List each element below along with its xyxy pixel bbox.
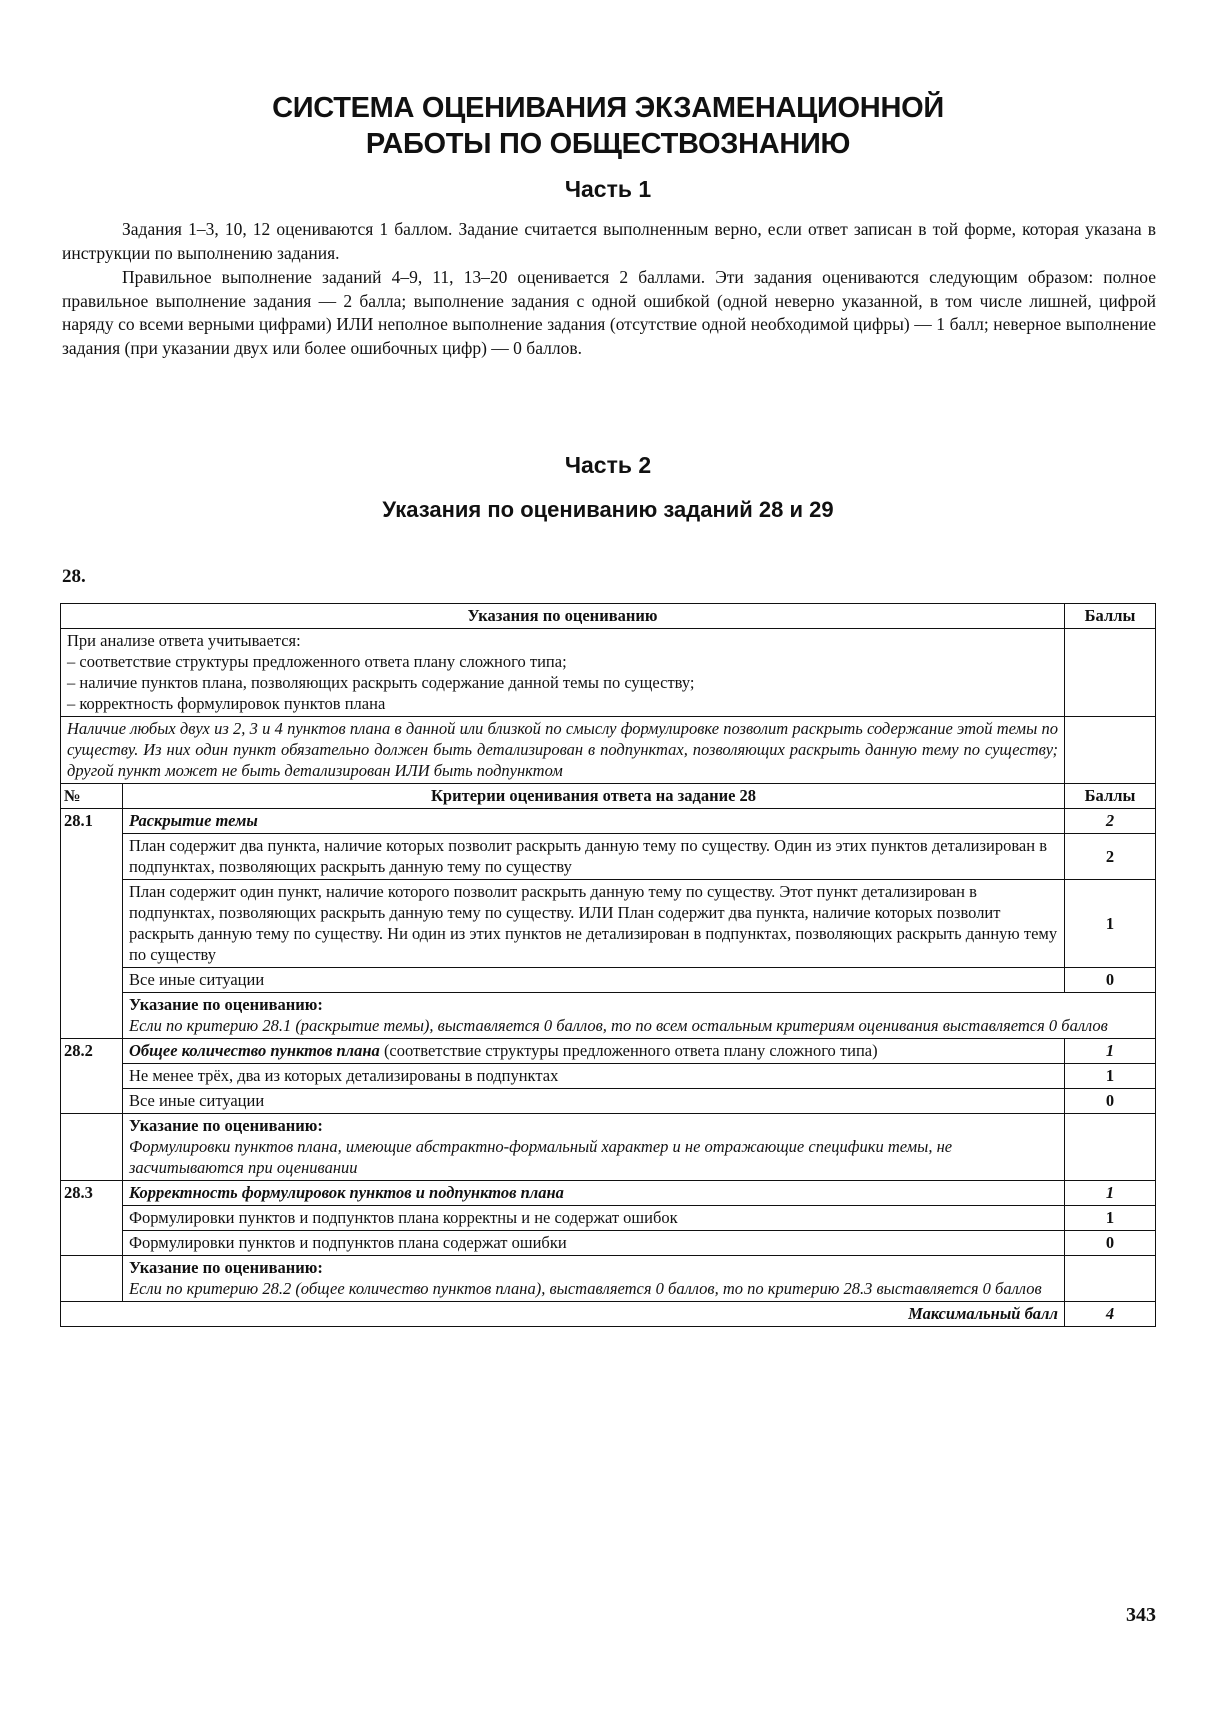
criterion-points: 0 <box>1065 1089 1156 1114</box>
criteria-header-row <box>61 784 1156 809</box>
hint-cell <box>123 1256 1065 1302</box>
task-number: 28. <box>62 566 86 587</box>
table-row <box>61 1064 1156 1089</box>
part2-heading: Часть 2 <box>564 452 652 478</box>
note-cell: Наличие любых двух из 2, 3 и 4 пунктов плана в данной или близкой по смыслу формулировке позволит раскрыть содержание этой темы по существу. Из них один пункт обязательно должен быть детализирован в подпунктах, позволяющих раскрыть данную тему по существу; другой пункт может не быть детализирован ИЛИ быть подпунктом <box>61 717 1065 784</box>
empty-points <box>1065 1256 1156 1302</box>
criterion-text: Формулировки пунктов и подпунктов плана содержат ошибки <box>123 1231 1065 1256</box>
criterion-text: Не менее трёх, два из которых детализированы в подпунктах <box>123 1064 1065 1089</box>
criterion-points: 2 <box>1065 834 1156 880</box>
criteria-header: Критерии оценивания ответа на задание 28 <box>123 784 1065 809</box>
hint-text: Формулировки пунктов плана, имеющие абстрактно-формальный характер и не отражающие специфики темы, не засчитываются при оценивании <box>129 1137 953 1177</box>
criterion-title: Общее количество пунктов плана <box>129 1041 380 1060</box>
criterion-title: Корректность формулировок пунктов и подпунктов плана <box>123 1181 1065 1206</box>
note-row <box>61 717 1156 784</box>
hint-text: Если по критерию 28.2 (общее количество пунктов плана), выставляется 0 баллов, то по критерию 28.3 выставляется 0 баллов <box>129 1279 1042 1298</box>
title-line-2: РАБОТЫ ПО ОБЩЕСТВОЗНАНИЮ <box>365 128 851 160</box>
empty-points <box>1065 629 1156 717</box>
criterion-title-cell <box>123 1039 1065 1064</box>
criterion-text: Все иные ситуации <box>123 968 1065 993</box>
hint-label: Указание по оцениванию: <box>129 1116 323 1135</box>
criterion-number: 28.3 <box>61 1181 123 1256</box>
table-row <box>61 880 1156 968</box>
header-points: Баллы <box>1065 604 1156 629</box>
hint-cell <box>123 1114 1065 1181</box>
grading-table <box>60 603 1156 1327</box>
empty-number <box>61 1256 123 1302</box>
table-row <box>61 1181 1156 1206</box>
table-row <box>61 834 1156 880</box>
page-number: 343 <box>1126 1604 1156 1626</box>
criterion-max-points: 2 <box>1065 809 1156 834</box>
table-row <box>61 809 1156 834</box>
part1-heading: Часть 1 <box>564 176 652 202</box>
hint-label: Указание по оцениванию: <box>129 1258 323 1277</box>
max-score-row <box>61 1302 1156 1327</box>
criterion-max-points: 1 <box>1065 1181 1156 1206</box>
intro-line: При анализе ответа учитывается: <box>67 631 301 650</box>
criterion-text: Все иные ситуации <box>123 1089 1065 1114</box>
part2-subheading: Указания по оцениванию заданий 28 и 29 <box>382 497 834 522</box>
criterion-number: 28.1 <box>61 809 123 1039</box>
criterion-text: План содержит один пункт, наличие которого позволит раскрыть данную тему по существу. Этот пункт детализирован в подпунктах, позволяющих раскрыть данную тему по существу. ИЛИ План содержит два пункта, наличие которых позволит раскрыть данную тему по существу. Ни один из этих пунктов не детализирован в подпунктах, позволяющих раскрыть данную тему по существу <box>123 880 1065 968</box>
criterion-text: План содержит два пункта, наличие которых позволит раскрыть данную тему по существу. Один из этих пунктов детализирован в подпунктах, позволяющих раскрыть данную тему по существу <box>123 834 1065 880</box>
hint-label: Указание по оцениванию: <box>129 995 323 1014</box>
max-score-value: 4 <box>1065 1302 1156 1327</box>
criterion-text: Формулировки пунктов и подпунктов плана корректны и не содержат ошибок <box>123 1206 1065 1231</box>
criteria-header-points: Баллы <box>1065 784 1156 809</box>
criterion-points: 1 <box>1065 1064 1156 1089</box>
table-row <box>61 1089 1156 1114</box>
criterion-number: 28.2 <box>61 1039 123 1114</box>
hint-row <box>61 1114 1156 1181</box>
criterion-title: Раскрытие темы <box>123 809 1065 834</box>
intro-line: – корректность формулировок пунктов плана <box>67 694 386 713</box>
page-title <box>0 90 1216 162</box>
hint-cell <box>123 993 1156 1039</box>
hint-row <box>61 993 1156 1039</box>
criterion-title-rest: (соответствие структуры предложенного ответа плану сложного типа) <box>379 1041 878 1060</box>
empty-points <box>1065 717 1156 784</box>
criterion-points: 0 <box>1065 1231 1156 1256</box>
intro-line: – наличие пунктов плана, позволяющих раскрыть содержание данной темы по существу; <box>67 673 695 692</box>
header-guidance: Указания по оцениванию <box>61 604 1065 629</box>
part1-paragraph-2: Правильное выполнение заданий 4–9, 11, 13–20 оценивается 2 баллами. Эти задания оцениваются следующим образом: полное правильное выполнение задания — 2 балла; выполнение задания с одной ошибкой (одной неверно указанной, в том числе лишней, цифрой наряду со всеми верными цифрами) ИЛИ неполное выполнение задания (отсутствие одной необходимой цифры) — 1 балл; неверное выполнение задания (при указании двух или более ошибочных цифр) — 0 баллов. <box>62 267 1156 358</box>
criterion-points: 1 <box>1065 1206 1156 1231</box>
criterion-points: 0 <box>1065 968 1156 993</box>
intro-line: – соответствие структуры предложенного ответа плану сложного типа; <box>67 652 567 671</box>
max-score-label: Максимальный балл <box>61 1302 1065 1327</box>
part1-paragraph-1: Задания 1–3, 10, 12 оцениваются 1 баллом. Задание считается выполненным верно, если ответ записан в той форме, которая указана в инструкции по выполнению задания. <box>62 219 1156 263</box>
empty-points <box>1065 1114 1156 1181</box>
table-row <box>61 1039 1156 1064</box>
table-row <box>61 1231 1156 1256</box>
table-row <box>61 1206 1156 1231</box>
criterion-points: 1 <box>1065 880 1156 968</box>
table-row <box>61 968 1156 993</box>
criterion-max-points: 1 <box>1065 1039 1156 1064</box>
empty-number <box>61 1114 123 1181</box>
intro-cell <box>61 629 1065 717</box>
hint-row <box>61 1256 1156 1302</box>
title-line-1: СИСТЕМА ОЦЕНИВАНИЯ ЭКЗАМЕНАЦИОННОЙ <box>272 92 944 124</box>
hint-text: Если по критерию 28.1 (раскрытие темы), выставляется 0 баллов, то по всем остальным критериям оценивания выставляется 0 баллов <box>129 1016 1108 1035</box>
table-header-row <box>61 604 1156 629</box>
criteria-header-no: № <box>61 784 123 809</box>
intro-row <box>61 629 1156 717</box>
